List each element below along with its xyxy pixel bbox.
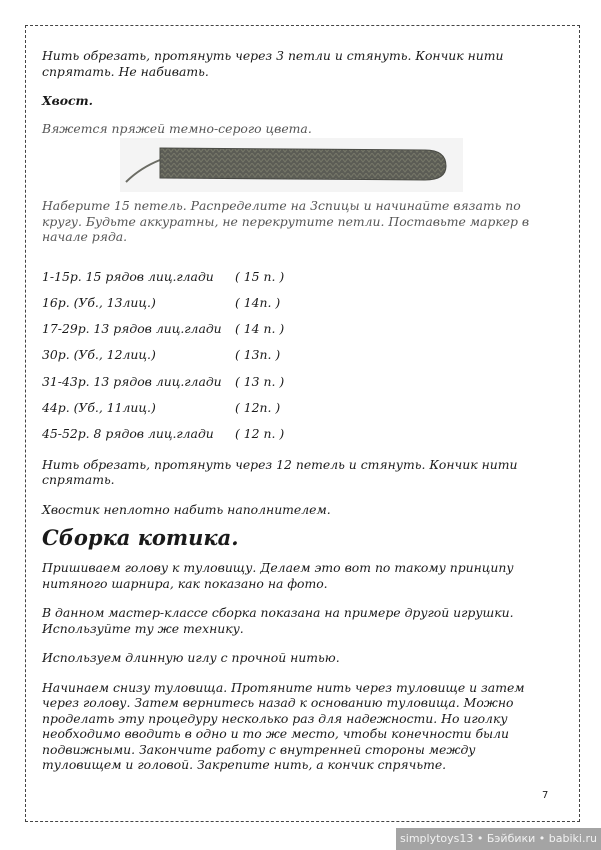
stuff-paragraph: Хвостик неплотно набить наполнителем. <box>42 501 331 517</box>
assembly-paragraph-4: Начинаем снизу туловища. Протяните нить через туловище и затем через голову. Затем вернитесь назад к основанию туловища. Можно проделать эту процедуру несколько раз для надежности. Но иголку необходимо вводить в одно и то же место, чтобы конечности были подвижными. Закончите работу с внутренней стороны между туловищем и головой. Закрепите нить, а кончик спрячьте. <box>42 679 525 773</box>
knitted-tail-image <box>120 138 463 192</box>
assembly-heading: Сборка котика. <box>42 525 239 551</box>
page-content <box>42 48 542 773</box>
tail-heading: Хвост. <box>42 93 93 108</box>
row-instruction: 30р. (Уб., 12лиц.) ( 13п. ) <box>42 347 281 363</box>
tail-photo <box>120 138 463 192</box>
row-instruction: 45-52р. 8 рядов лиц.глади ( 12 п. ) <box>42 426 285 442</box>
watermark: simplytoys13 • Бэйбики • babiki.ru <box>396 828 601 850</box>
row-instruction: 31-43р. 13 рядов лиц.глади ( 13 п. ) <box>42 373 285 389</box>
page-number: 7 <box>542 790 549 801</box>
tail-yarn-note: Вяжется пряжей темно-серого цвета. <box>42 120 312 136</box>
assembly-paragraph-3: Используем длинную иглу с прочной нитью. <box>42 650 340 666</box>
row-instructions <box>42 269 542 453</box>
row-instruction: 16р. (Уб., 13лиц.) ( 14п. ) <box>42 294 281 310</box>
row-instruction: 44р. (Уб., 11лиц.) ( 12п. ) <box>42 399 281 415</box>
row-instruction: 1-15р. 15 рядов лиц.глади ( 15 п. ) <box>42 268 285 284</box>
assembly-paragraph-2: В данном мастер-классе сборка показана на примере другой игрушки. Используйте ту же технику. <box>42 605 514 636</box>
row-instruction: 17-29р. 13 рядов лиц.глади ( 14 п. ) <box>42 321 285 337</box>
finish-paragraph: Нить обрезать, протянуть через 12 петель и стянуть. Кончик нити спрятать. <box>42 456 518 488</box>
assembly-paragraph-1: Пришиваем голову к туловищу. Делаем это вот по такому принципу нитяного шарнира, как показано на фото. <box>42 560 514 591</box>
paragraph-finish-body: Нить обрезать, протянуть через 3 петли и стянуть. Кончик нити спрятать. Не набивать. <box>42 48 504 79</box>
cast-on-paragraph: Наберите 15 петель. Распределите на 3спицы и начинайте вязать по кругу. Будьте аккуратны, не перекрутите петли. Поставьте маркер в начале ряда. <box>42 198 530 244</box>
